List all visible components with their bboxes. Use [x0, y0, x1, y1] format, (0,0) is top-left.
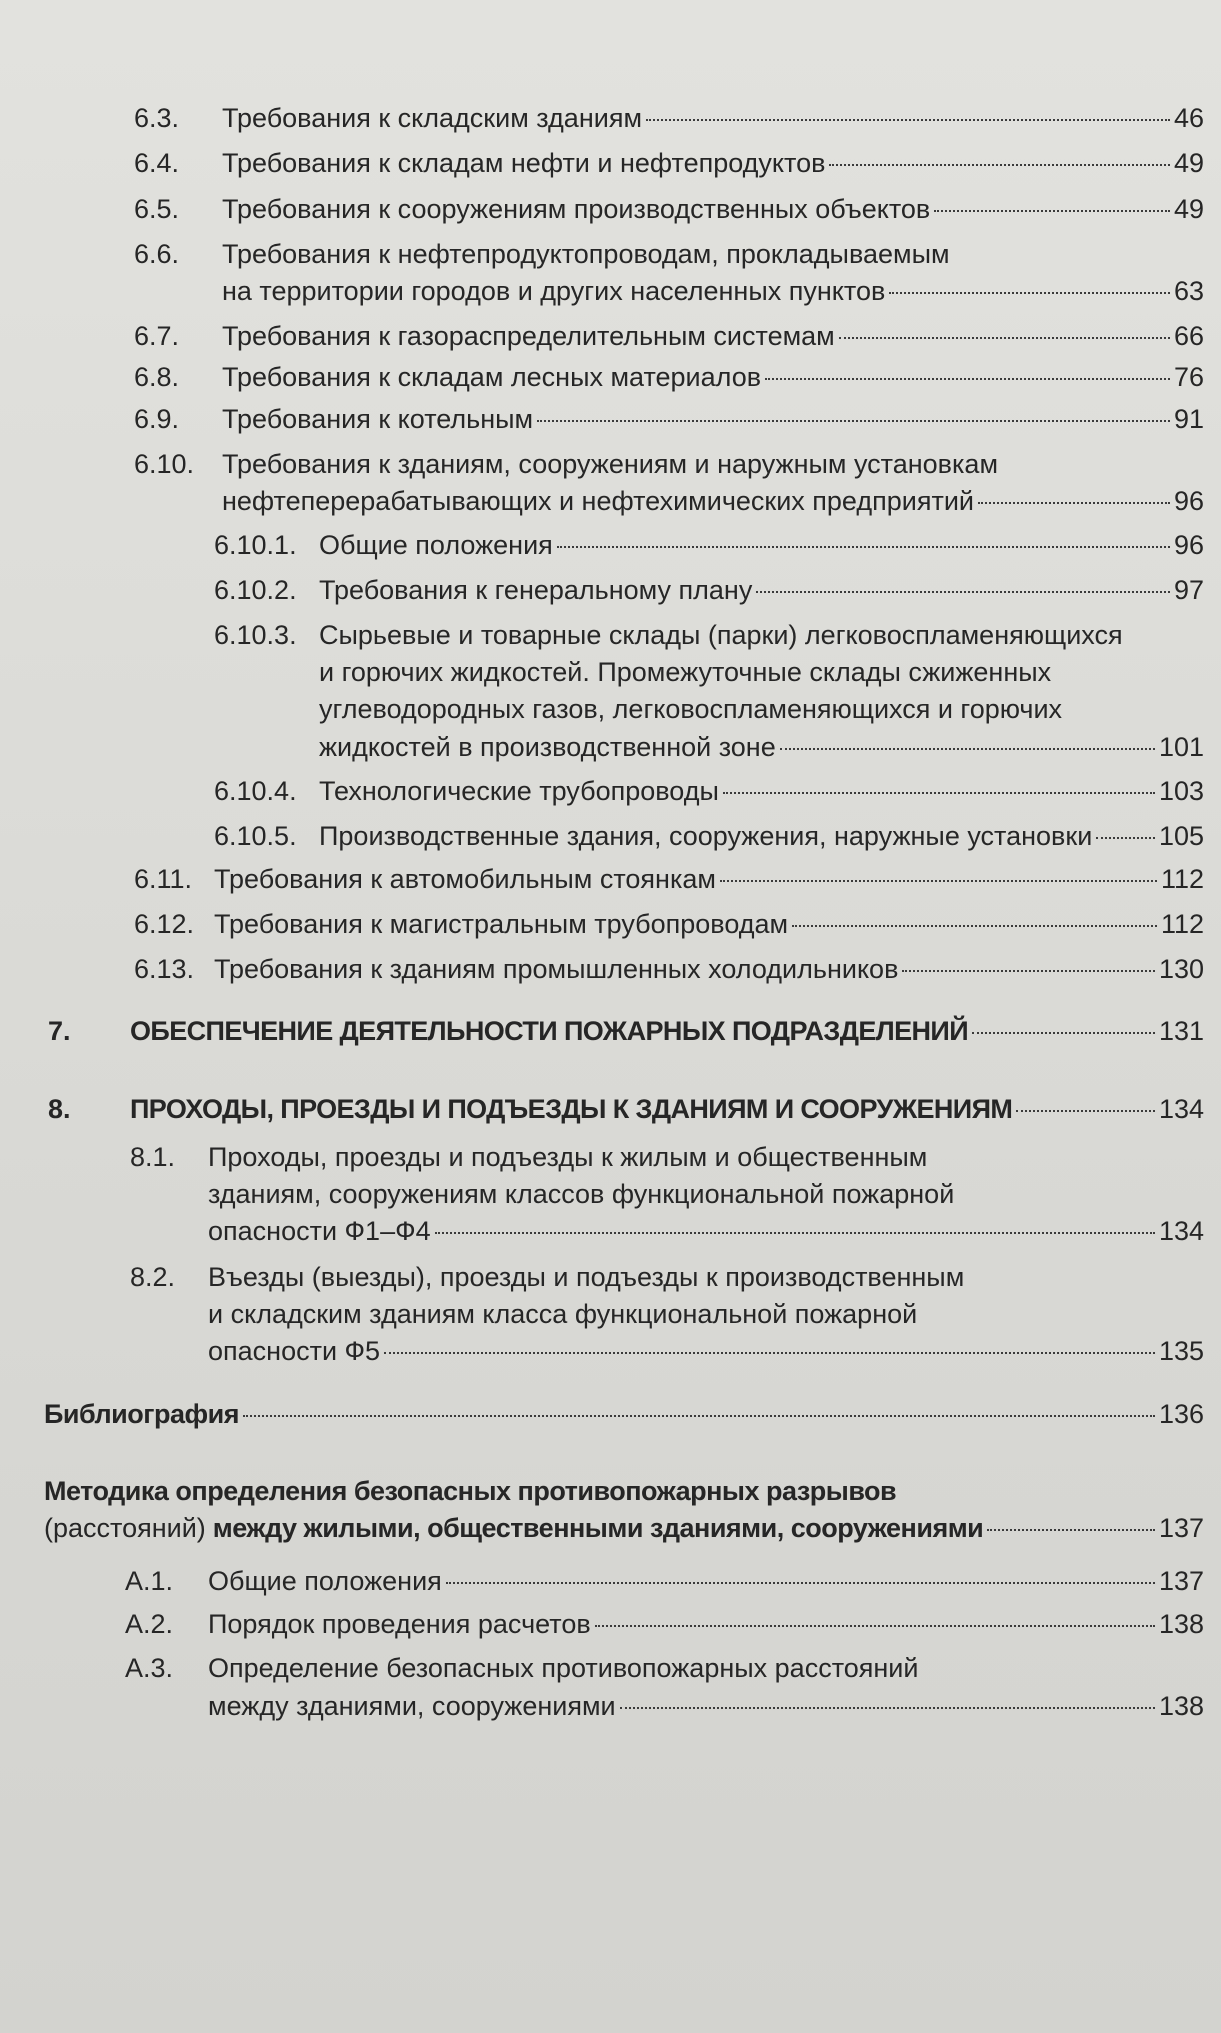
toc-title-line: Определение безопасных противопожарных расстояний [208, 1653, 919, 1683]
toc-title: Технологические трубопроводы [319, 776, 719, 806]
toc-page-number: 76 [1173, 362, 1204, 392]
toc-entry [222, 145, 1204, 181]
toc-chapter-entry [130, 1091, 1204, 1127]
toc-chapter-num: 7. [48, 1016, 71, 1046]
toc-page-number: 137 [1158, 1566, 1204, 1596]
dot-leader [780, 748, 1155, 750]
toc-entry [208, 1563, 1204, 1599]
toc-title-line: и складским зданиям класса функциональной пожарной [208, 1299, 918, 1329]
toc-num: 6.12. [134, 909, 195, 939]
toc-chapter-entry [130, 1013, 1204, 1049]
dot-leader [384, 1352, 1155, 1354]
toc-title-line: Требования к зданиям, сооружениям и наружным установкам [222, 449, 999, 479]
dot-leader [902, 970, 1155, 972]
toc-title-line: Сырьевые и товарные склады (парки) легковоспламеняющихся [319, 620, 1123, 650]
toc-entry [208, 1333, 1204, 1369]
toc-entry [222, 401, 1204, 437]
dot-leader [978, 502, 1170, 504]
toc-appendix-title: между жилыми, общественными зданиями, сооружениями [205, 1513, 984, 1543]
toc-num: 6.11. [134, 864, 193, 894]
toc-num: 6.6. [134, 239, 180, 269]
toc-entry [319, 818, 1204, 854]
toc-entry [319, 572, 1204, 608]
toc-num: 6.10. [134, 449, 195, 479]
toc-page-number: 131 [1158, 1016, 1204, 1046]
toc-title: Производственные здания, сооружения, наружные установки [319, 821, 1093, 851]
dot-leader [646, 119, 1170, 121]
toc-chapter-title: ОБЕСПЕЧЕНИЕ ДЕЯТЕЛЬНОСТИ ПОЖАРНЫХ ПОДРАЗДЕЛЕНИЙ [130, 1016, 969, 1046]
toc-num: 6.4. [134, 148, 180, 178]
toc-page-number: 46 [1173, 103, 1204, 133]
toc-title: нефтеперерабатывающих и нефтехимических предприятий [222, 486, 974, 516]
dot-leader [972, 1032, 1155, 1034]
toc-num: А.1. [125, 1566, 174, 1596]
toc-entry [222, 100, 1204, 136]
toc-page-number: 136 [1158, 1399, 1204, 1429]
dot-leader [720, 880, 1157, 882]
toc-appendix-title-line: Методика определения безопасных противопожарных разрывов [44, 1476, 897, 1506]
toc-page-number: 97 [1173, 575, 1204, 605]
dot-leader [537, 420, 1170, 422]
toc-num: 6.13. [134, 954, 195, 984]
dot-leader [595, 1625, 1155, 1627]
toc-title: Требования к газораспределительным системам [222, 321, 835, 351]
toc-page-number: 135 [1158, 1336, 1204, 1366]
toc-title: Требования к складским зданиям [222, 103, 643, 133]
toc-page-number: 63 [1173, 276, 1204, 306]
toc-title: Требования к складам нефти и нефтепродуктов [222, 148, 826, 178]
dot-leader [435, 1232, 1155, 1234]
toc-title: опасности Ф1–Ф4 [208, 1216, 431, 1246]
toc-entry [319, 729, 1204, 765]
toc-chapter-title: ПРОХОДЫ, ПРОЕЗДЫ И ПОДЪЕЗДЫ К ЗДАНИЯМ И СООРУЖЕНИЯМ [130, 1094, 1013, 1124]
toc-title: между зданиями, сооружениями [208, 1691, 616, 1721]
toc-num: А.3. [125, 1653, 174, 1683]
toc-entry [208, 1606, 1204, 1642]
toc-entry [319, 527, 1204, 563]
toc-page-number: 138 [1158, 1691, 1204, 1721]
toc-entry [222, 318, 1204, 354]
toc-entry [214, 906, 1204, 942]
toc-entry [214, 861, 1204, 897]
toc-title: Требования к сооружениям производственных объектов [222, 194, 931, 224]
toc-title: опасности Ф5 [208, 1336, 381, 1366]
toc-title-line: Требования к нефтепродуктопроводам, прокладываемым [222, 239, 950, 269]
toc-page-number: 49 [1173, 194, 1204, 224]
toc-page-number: 66 [1173, 321, 1204, 351]
toc-page-number: 134 [1158, 1216, 1204, 1246]
dot-leader [889, 292, 1170, 294]
toc-page-number: 101 [1158, 732, 1204, 762]
toc-title: на территории городов и других населенных пунктов [222, 276, 886, 306]
toc-title: Требования к автомобильным стоянкам [214, 864, 716, 894]
dot-leader [557, 546, 1170, 548]
toc-title: Требования к генеральному плану [319, 575, 753, 605]
toc-entry [222, 273, 1204, 309]
dot-leader [1016, 1110, 1155, 1112]
dot-leader [1096, 837, 1155, 839]
toc-num: 6.5. [134, 194, 180, 224]
toc-entry [208, 1688, 1204, 1724]
toc-title: Общие положения [319, 530, 553, 560]
toc-num: 6.10.5. [214, 821, 297, 851]
toc-page-number: 112 [1160, 909, 1204, 939]
toc-page-number: 49 [1173, 148, 1204, 178]
toc-num: 6.10.3. [214, 620, 297, 650]
toc-title-line: Проходы, проезды и подъезды к жилым и общественным [208, 1142, 928, 1172]
toc-page-number: 91 [1173, 404, 1204, 434]
toc-num: 6.10.2. [214, 575, 297, 605]
toc-entry [208, 1213, 1204, 1249]
toc-page-number: 96 [1173, 530, 1204, 560]
toc-num: 8.1. [130, 1142, 176, 1172]
toc-page-number: 103 [1158, 776, 1204, 806]
toc-title: Требования к котельным [222, 404, 534, 434]
toc-entry [214, 951, 1204, 987]
toc-title: Требования к складам лесных материалов [222, 362, 762, 392]
toc-page-number: 137 [1158, 1513, 1204, 1543]
toc-entry [222, 359, 1204, 395]
toc-num: 6.9. [134, 404, 180, 434]
toc-entry [222, 483, 1204, 519]
dot-leader [765, 378, 1170, 380]
dot-leader [446, 1582, 1155, 1584]
toc-bibliography-entry [44, 1396, 1204, 1432]
toc-bibliography-title: Библиография [44, 1399, 239, 1429]
dot-leader [620, 1707, 1155, 1709]
toc-title: Общие положения [208, 1566, 442, 1596]
dot-leader [723, 792, 1155, 794]
dot-leader [243, 1415, 1155, 1417]
dot-leader [829, 164, 1170, 166]
toc-num: 6.10.1. [214, 530, 297, 560]
dot-leader [756, 591, 1170, 593]
toc-page-number: 96 [1173, 486, 1204, 516]
toc-chapter-num: 8. [48, 1094, 71, 1124]
toc-title: Требования к магистральным трубопроводам [214, 909, 789, 939]
toc-num: 8.2. [130, 1262, 176, 1292]
toc-page-number: 105 [1158, 821, 1204, 851]
dot-leader [987, 1529, 1155, 1531]
toc-num: 6.8. [134, 362, 180, 392]
toc-title: Порядок проведения расчетов [208, 1609, 591, 1639]
toc-title-line: углеводородных газов, легковоспламеняющихся и горючих [319, 694, 1063, 724]
toc-title-line: Въезды (выезды), проезды и подъезды к производственным [208, 1262, 965, 1292]
dot-leader [792, 925, 1157, 927]
toc-appendix-title-prefix: (расстояний) [44, 1513, 206, 1543]
toc-page-number: 130 [1158, 954, 1204, 984]
dot-leader [934, 210, 1170, 212]
toc-appendix-entry [44, 1510, 1204, 1546]
toc-page-number: 134 [1158, 1094, 1204, 1124]
toc-num: 6.3. [134, 103, 180, 133]
toc-title-line: зданиям, сооружениям классов функциональной пожарной [208, 1179, 955, 1209]
toc-num: А.2. [125, 1609, 174, 1639]
toc-entry [319, 773, 1204, 809]
toc-title: Требования к зданиям промышленных холодильников [214, 954, 899, 984]
toc-num: 6.10.4. [214, 776, 297, 806]
toc-page-number: 112 [1160, 864, 1204, 894]
toc-num: 6.7. [134, 321, 180, 351]
toc-title: жидкостей в производственной зоне [319, 732, 776, 762]
toc-page-number: 138 [1158, 1609, 1204, 1639]
dot-leader [839, 337, 1170, 339]
toc-title-line: и горючих жидкостей. Промежуточные склады сжиженных [319, 657, 1052, 687]
toc-entry [222, 191, 1204, 227]
